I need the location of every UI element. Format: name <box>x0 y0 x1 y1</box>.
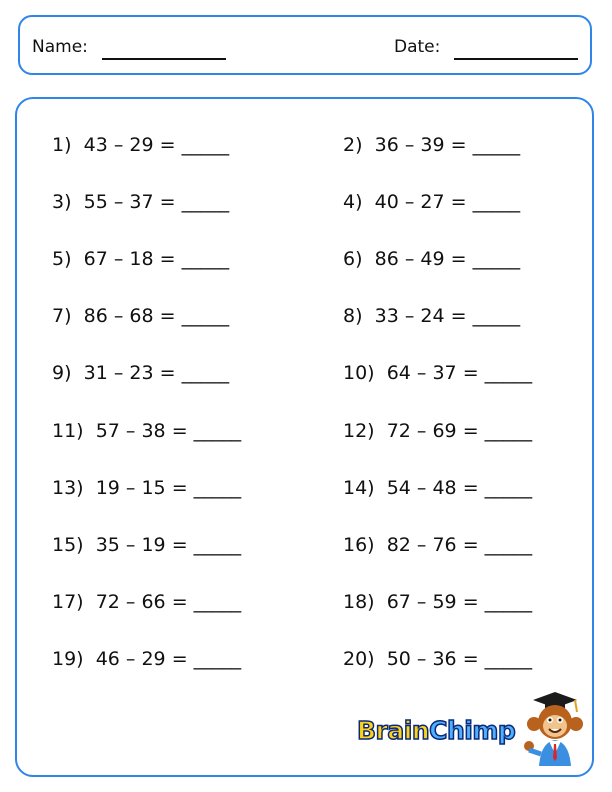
minuend: 57 <box>95 419 120 442</box>
problem-number: 6) <box>343 248 363 271</box>
minus-sign: – <box>125 533 136 556</box>
date-label: Date: <box>394 37 441 57</box>
subtrahend: 38 <box>141 419 166 442</box>
answer-blank[interactable]: _____ <box>181 362 230 385</box>
minus-sign: – <box>404 248 415 271</box>
problem-number: 19) <box>52 647 84 670</box>
answer-blank[interactable]: _____ <box>484 362 533 385</box>
problem-13 <box>52 476 241 500</box>
minus-sign: – <box>113 134 124 156</box>
subtrahend: 23 <box>129 362 154 385</box>
answer-blank[interactable]: _____ <box>193 647 242 670</box>
answer-blank[interactable]: _____ <box>181 305 230 328</box>
minus-sign: – <box>404 191 415 214</box>
equals-sign: = <box>171 590 188 613</box>
equals-sign: = <box>450 134 467 156</box>
problem-9 <box>52 361 229 385</box>
subtrahend: 27 <box>420 191 445 214</box>
minuend: 35 <box>95 533 120 556</box>
minus-sign: – <box>125 647 136 670</box>
problem-3 <box>52 190 229 214</box>
answer-blank[interactable]: _____ <box>484 419 533 442</box>
subtrahend: 59 <box>432 590 457 613</box>
problem-6 <box>343 247 520 271</box>
minuend: 43 <box>83 134 108 156</box>
name-line[interactable] <box>102 58 226 60</box>
equals-sign: = <box>462 362 479 385</box>
minuend: 82 <box>386 533 411 556</box>
minuend: 54 <box>386 476 411 499</box>
answer-blank[interactable]: _____ <box>484 476 533 499</box>
minuend: 19 <box>95 476 120 499</box>
subtrahend: 68 <box>129 305 154 328</box>
equals-sign: = <box>159 248 176 271</box>
problem-7 <box>52 304 229 328</box>
minuend: 33 <box>374 305 399 328</box>
logo-text-brain: Brain <box>357 716 430 745</box>
problem-15 <box>52 533 241 557</box>
minus-sign: – <box>404 305 415 328</box>
problem-number: 2) <box>343 134 363 156</box>
problem-20 <box>343 647 532 671</box>
equals-sign: = <box>171 476 188 499</box>
problem-10 <box>343 361 532 385</box>
answer-blank[interactable]: _____ <box>484 647 533 670</box>
problem-1 <box>52 133 229 157</box>
problem-number: 7) <box>52 305 72 328</box>
subtrahend: 36 <box>432 647 457 670</box>
equals-sign: = <box>171 419 188 442</box>
minuend: 67 <box>386 590 411 613</box>
subtrahend: 48 <box>432 476 457 499</box>
minuend: 86 <box>83 305 108 328</box>
header-box <box>18 15 592 75</box>
subtrahend: 29 <box>129 134 154 156</box>
subtrahend: 66 <box>141 590 166 613</box>
minuend: 46 <box>95 647 120 670</box>
problem-12 <box>343 419 532 443</box>
problem-number: 16) <box>343 533 375 556</box>
answer-blank[interactable]: _____ <box>193 419 242 442</box>
equals-sign: = <box>462 419 479 442</box>
problem-number: 20) <box>343 647 375 670</box>
equals-sign: = <box>171 647 188 670</box>
minus-sign: – <box>125 419 136 442</box>
brainchimp-logo <box>355 688 595 768</box>
minus-sign: – <box>125 476 136 499</box>
answer-blank[interactable]: _____ <box>484 533 533 556</box>
problem-number: 8) <box>343 305 363 328</box>
problem-number: 17) <box>52 590 84 613</box>
logo-text <box>357 716 515 745</box>
problem-number: 15) <box>52 533 84 556</box>
minuend: 72 <box>386 419 411 442</box>
minuend: 64 <box>386 362 411 385</box>
minus-sign: – <box>416 419 427 442</box>
minuend: 50 <box>386 647 411 670</box>
subtrahend: 37 <box>129 191 154 214</box>
minus-sign: – <box>416 533 427 556</box>
minuend: 40 <box>374 191 399 214</box>
minus-sign: – <box>113 191 124 214</box>
equals-sign: = <box>450 305 467 328</box>
answer-blank[interactable]: _____ <box>193 476 242 499</box>
minus-sign: – <box>416 362 427 385</box>
minus-sign: – <box>113 248 124 271</box>
logo-text-chimp: Chimp <box>429 716 516 745</box>
problem-number: 13) <box>52 476 84 499</box>
minus-sign: – <box>113 362 124 385</box>
subtrahend: 29 <box>141 647 166 670</box>
minus-sign: – <box>416 590 427 613</box>
problem-14 <box>343 476 532 500</box>
problem-18 <box>343 590 532 614</box>
minus-sign: – <box>113 305 124 328</box>
problem-number: 12) <box>343 419 375 442</box>
problem-number: 10) <box>343 362 375 385</box>
problem-5 <box>52 247 229 271</box>
problem-number: 5) <box>52 248 72 271</box>
equals-sign: = <box>450 248 467 271</box>
equals-sign: = <box>159 362 176 385</box>
equals-sign: = <box>462 533 479 556</box>
problem-2 <box>343 133 520 157</box>
problem-11 <box>52 419 241 443</box>
answer-blank[interactable]: _____ <box>484 590 533 613</box>
name-label: Name: <box>32 37 88 57</box>
subtrahend: 49 <box>420 248 445 271</box>
equals-sign: = <box>462 647 479 670</box>
equals-sign: = <box>462 476 479 499</box>
answer-blank[interactable]: _____ <box>472 248 521 271</box>
equals-sign: = <box>450 191 467 214</box>
subtrahend: 37 <box>432 362 457 385</box>
problem-16 <box>343 533 532 557</box>
chimp-mascot-icon <box>515 688 595 768</box>
minuend: 72 <box>95 590 120 613</box>
equals-sign: = <box>462 590 479 613</box>
minuend: 67 <box>83 248 108 271</box>
minus-sign: – <box>404 134 415 156</box>
answer-blank[interactable]: _____ <box>472 191 521 214</box>
problem-number: 1) <box>52 134 72 156</box>
minuend: 36 <box>374 134 399 156</box>
answer-blank[interactable]: _____ <box>181 248 230 271</box>
answer-blank[interactable]: _____ <box>181 191 230 214</box>
problem-number: 9) <box>52 362 72 385</box>
problem-number: 18) <box>343 590 375 613</box>
subtrahend: 39 <box>420 134 445 156</box>
answer-blank[interactable]: _____ <box>181 134 230 156</box>
subtrahend: 15 <box>141 476 166 499</box>
minuend: 86 <box>374 248 399 271</box>
minus-sign: – <box>416 476 427 499</box>
subtrahend: 19 <box>141 533 166 556</box>
answer-blank[interactable]: _____ <box>193 533 242 556</box>
equals-sign: = <box>171 533 188 556</box>
equals-sign: = <box>159 191 176 214</box>
subtrahend: 69 <box>432 419 457 442</box>
answer-blank[interactable]: _____ <box>472 305 521 328</box>
minus-sign: – <box>416 647 427 670</box>
problem-number: 11) <box>52 419 84 442</box>
equals-sign: = <box>159 134 176 156</box>
problem-number: 4) <box>343 191 363 214</box>
subtrahend: 24 <box>420 305 445 328</box>
problem-number: 3) <box>52 191 72 214</box>
date-line[interactable] <box>454 58 578 60</box>
minuend: 55 <box>83 191 108 214</box>
problem-19 <box>52 647 241 671</box>
answer-blank[interactable]: _____ <box>472 134 521 156</box>
subtrahend: 76 <box>432 533 457 556</box>
equals-sign: = <box>159 305 176 328</box>
answer-blank[interactable]: _____ <box>193 590 242 613</box>
problem-number: 14) <box>343 476 375 499</box>
subtrahend: 18 <box>129 248 154 271</box>
problem-17 <box>52 590 241 614</box>
problem-8 <box>343 304 520 328</box>
problem-4 <box>343 190 520 214</box>
minus-sign: – <box>125 590 136 613</box>
minuend: 31 <box>83 362 108 385</box>
